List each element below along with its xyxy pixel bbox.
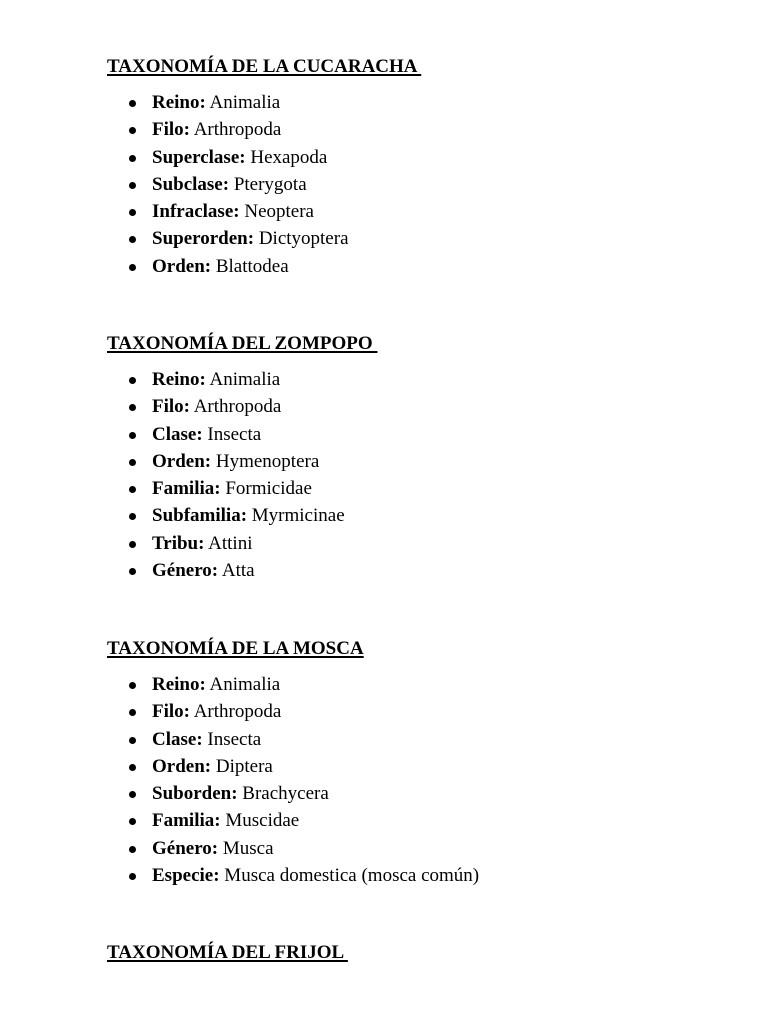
list-item bbox=[107, 198, 707, 225]
list-item bbox=[107, 171, 707, 198]
rank-label: Reino: bbox=[152, 92, 206, 113]
rank-value: Insecta bbox=[202, 423, 262, 445]
taxonomy-list bbox=[107, 89, 707, 280]
rank-value: Arthropoda bbox=[190, 396, 282, 418]
rank-label: Familia: bbox=[152, 478, 221, 500]
rank-label: Orden: bbox=[152, 450, 212, 472]
taxonomy-section-zompopo bbox=[107, 333, 707, 584]
rank-value: Attini bbox=[204, 532, 253, 554]
taxonomy-list bbox=[107, 671, 707, 889]
rank-value: Muscidae bbox=[220, 810, 300, 832]
bullet-icon bbox=[129, 873, 136, 880]
rank-value: Arthropoda bbox=[190, 701, 282, 723]
list-item bbox=[107, 807, 707, 834]
rank-value: Neoptera bbox=[239, 201, 314, 223]
bullet-icon bbox=[129, 182, 136, 189]
list-item bbox=[107, 726, 707, 753]
section-heading: TAXONOMÍA DEL ZOMPOPO bbox=[107, 333, 378, 354]
rank-label: Reino: bbox=[152, 674, 206, 695]
rank-label: Superorden: bbox=[152, 228, 255, 250]
bullet-icon bbox=[129, 209, 136, 216]
bullet-icon bbox=[129, 737, 136, 744]
rank-label: Subclase: bbox=[152, 173, 230, 195]
rank-value: Hymenoptera bbox=[211, 450, 320, 472]
list-item bbox=[107, 671, 707, 698]
list-item bbox=[107, 144, 707, 171]
taxonomy-section-mosca bbox=[107, 638, 707, 889]
list-item bbox=[107, 116, 707, 143]
section-heading: TAXONOMÍA DE LA MOSCA bbox=[107, 638, 364, 659]
rank-label: Familia: bbox=[152, 810, 221, 832]
bullet-icon bbox=[129, 682, 136, 689]
section-heading: TAXONOMÍA DE LA CUCARACHA bbox=[107, 56, 422, 77]
rank-label: Subfamilia: bbox=[152, 505, 248, 527]
bullet-icon bbox=[129, 709, 136, 716]
bullet-icon bbox=[129, 100, 136, 107]
rank-label: Tribu: bbox=[152, 532, 205, 554]
bullet-icon bbox=[129, 155, 136, 162]
rank-label: Género: bbox=[152, 560, 219, 582]
bullet-icon bbox=[129, 764, 136, 771]
rank-value: Atta bbox=[218, 560, 255, 582]
section-heading: TAXONOMÍA DEL FRIJOL bbox=[107, 942, 348, 963]
rank-label: Clase: bbox=[152, 728, 203, 750]
list-item bbox=[107, 89, 707, 116]
rank-value: Myrmicinae bbox=[247, 505, 345, 527]
list-item bbox=[107, 502, 707, 529]
list-item bbox=[107, 475, 707, 502]
taxonomy-section-frijol bbox=[107, 942, 707, 964]
rank-value: Diptera bbox=[211, 755, 273, 777]
list-item bbox=[107, 366, 707, 393]
bullet-icon bbox=[129, 791, 136, 798]
rank-value: Brachycera bbox=[237, 783, 329, 805]
rank-value: Formicidae bbox=[220, 478, 312, 500]
bullet-icon bbox=[129, 818, 136, 825]
rank-value: Animalia bbox=[205, 369, 281, 390]
rank-label: Orden: bbox=[152, 755, 212, 777]
rank-value: Hexapoda bbox=[245, 146, 328, 168]
list-item bbox=[107, 393, 707, 420]
bullet-icon bbox=[129, 486, 136, 493]
bullet-icon bbox=[129, 377, 136, 384]
bullet-icon bbox=[129, 513, 136, 520]
rank-value: Animalia bbox=[205, 92, 281, 113]
list-item bbox=[107, 448, 707, 475]
bullet-icon bbox=[129, 264, 136, 271]
list-item bbox=[107, 557, 707, 584]
list-item bbox=[107, 253, 707, 280]
list-item bbox=[107, 862, 707, 889]
bullet-icon bbox=[129, 459, 136, 466]
rank-label: Reino: bbox=[152, 369, 206, 390]
bullet-icon bbox=[129, 568, 136, 575]
rank-label: Filo: bbox=[152, 701, 190, 723]
bullet-icon bbox=[129, 127, 136, 134]
rank-label: Género: bbox=[152, 837, 219, 859]
bullet-icon bbox=[129, 404, 136, 411]
rank-value: Animalia bbox=[205, 674, 281, 695]
rank-value: Musca domestica (mosca común) bbox=[219, 865, 480, 887]
bullet-icon bbox=[129, 432, 136, 439]
rank-label: Orden: bbox=[152, 255, 212, 277]
rank-label: Filo: bbox=[152, 396, 190, 418]
rank-value: Musca bbox=[218, 837, 274, 859]
list-item bbox=[107, 530, 707, 557]
rank-label: Filo: bbox=[152, 119, 190, 141]
rank-value: Insecta bbox=[202, 728, 262, 750]
rank-label: Superclase: bbox=[152, 146, 246, 168]
bullet-icon bbox=[129, 846, 136, 853]
bullet-icon bbox=[129, 541, 136, 548]
bullet-icon bbox=[129, 236, 136, 243]
taxonomy-section-cucaracha bbox=[107, 56, 707, 280]
list-item bbox=[107, 780, 707, 807]
rank-value: Pterygota bbox=[229, 173, 307, 195]
rank-value: Blattodea bbox=[211, 255, 289, 277]
rank-label: Infraclase: bbox=[152, 201, 240, 223]
list-item bbox=[107, 835, 707, 862]
list-item bbox=[107, 225, 707, 252]
rank-value: Arthropoda bbox=[190, 119, 282, 141]
rank-value: Dictyoptera bbox=[254, 228, 349, 250]
list-item bbox=[107, 421, 707, 448]
list-item bbox=[107, 753, 707, 780]
rank-label: Clase: bbox=[152, 423, 203, 445]
list-item bbox=[107, 698, 707, 725]
rank-label: Suborden: bbox=[152, 783, 238, 805]
taxonomy-list bbox=[107, 366, 707, 584]
rank-label: Especie: bbox=[152, 865, 220, 887]
